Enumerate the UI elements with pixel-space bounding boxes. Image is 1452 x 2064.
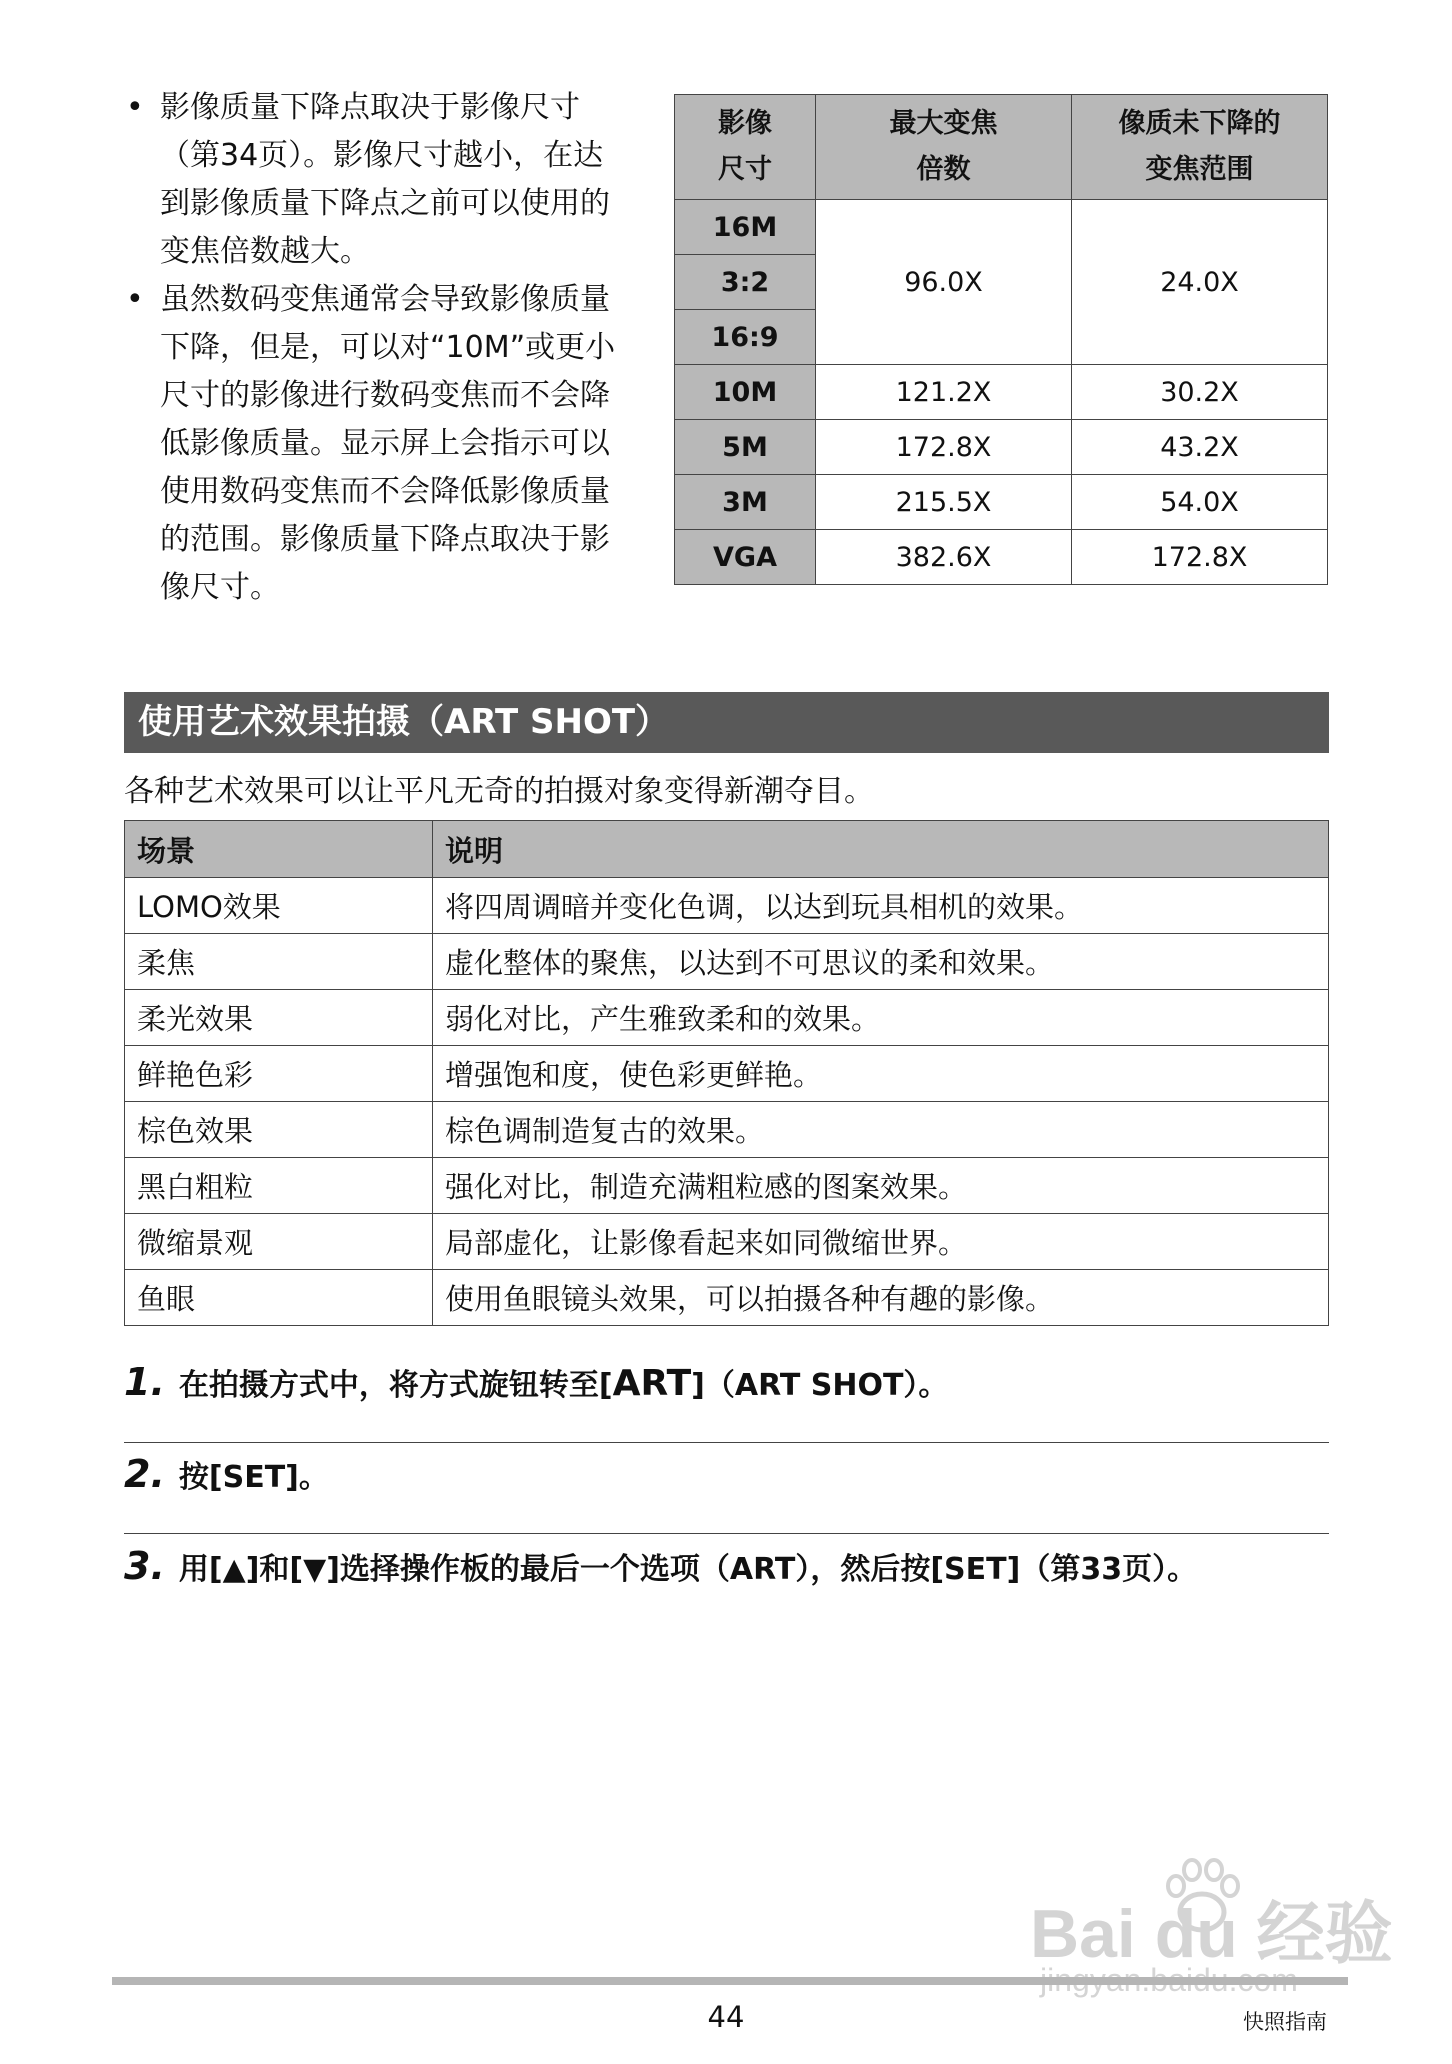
watermark-brand: Bai du 经验 bbox=[1030, 1896, 1393, 1972]
art-mode-icon: ART bbox=[612, 1363, 692, 1404]
desc-cell: 棕色调制造复古的效果。 bbox=[433, 1102, 1329, 1158]
desc-cell: 弱化对比，产生雅致柔和的效果。 bbox=[433, 990, 1329, 1046]
table-row bbox=[675, 420, 1328, 475]
table-row bbox=[675, 475, 1328, 530]
max-zoom-cell: 382.6X bbox=[816, 530, 1072, 585]
max-zoom-cell: 215.5X bbox=[816, 475, 1072, 530]
scene-cell: LOMO效果 bbox=[125, 878, 433, 934]
size-cell: 5M bbox=[675, 420, 816, 475]
table-row bbox=[125, 1270, 1329, 1326]
step-number: 3. bbox=[124, 1544, 165, 1588]
divider bbox=[124, 1442, 1329, 1443]
scene-cell: 柔光效果 bbox=[125, 990, 433, 1046]
header-max-zoom: 最大变焦 倍数 bbox=[816, 95, 1072, 200]
header-description: 说明 bbox=[433, 821, 1329, 878]
table-row bbox=[125, 1102, 1329, 1158]
step-number: 1. bbox=[124, 1360, 165, 1404]
step-1 bbox=[124, 1360, 1329, 1404]
step-text: 在拍摄方式中，将方式旋钮转至[ bbox=[178, 1368, 613, 1403]
scene-cell: 鱼眼 bbox=[125, 1270, 433, 1326]
art-effects-table bbox=[124, 820, 1329, 1326]
table-row bbox=[125, 1214, 1329, 1270]
table-row bbox=[125, 990, 1329, 1046]
zoom-range-cell: 30.2X bbox=[1072, 365, 1328, 420]
table-row bbox=[125, 1046, 1329, 1102]
table-row bbox=[675, 365, 1328, 420]
zoom-table bbox=[674, 94, 1328, 585]
desc-cell: 局部虚化，让影像看起来如同微缩世界。 bbox=[433, 1214, 1329, 1270]
max-zoom-cell: 172.8X bbox=[816, 420, 1072, 475]
size-cell: 10M bbox=[675, 365, 816, 420]
step-text: 按[SET]。 bbox=[178, 1460, 329, 1495]
guide-label: 快照指南 bbox=[1243, 2010, 1327, 2034]
page-number: 44 bbox=[707, 2000, 745, 2034]
scene-cell: 棕色效果 bbox=[125, 1102, 433, 1158]
scene-cell: 微缩景观 bbox=[125, 1214, 433, 1270]
table-row bbox=[125, 934, 1329, 990]
table-row bbox=[675, 530, 1328, 585]
step-text: ]和[ bbox=[245, 1552, 304, 1587]
desc-cell: 强化对比，制造充满粗粒感的图案效果。 bbox=[433, 1158, 1329, 1214]
step-2 bbox=[124, 1452, 1329, 1496]
down-arrow-icon: ▼ bbox=[303, 1552, 327, 1587]
section-title: 使用艺术效果拍摄（ART SHOT） bbox=[124, 692, 1329, 753]
up-arrow-icon: ▲ bbox=[222, 1552, 246, 1587]
zoom-range-cell: 54.0X bbox=[1072, 475, 1328, 530]
step-text: ]选择操作板的最后一个选项（ART），然后按[SET]（第33页）。 bbox=[326, 1552, 1198, 1587]
zoom-range-cell: 172.8X bbox=[1072, 530, 1328, 585]
size-cell: 16M bbox=[675, 200, 816, 255]
header-scene: 场景 bbox=[125, 821, 433, 878]
scene-cell: 柔焦 bbox=[125, 934, 433, 990]
step-number: 2. bbox=[124, 1452, 165, 1496]
divider bbox=[124, 1533, 1329, 1534]
section-intro: 各种艺术效果可以让平凡无奇的拍摄对象变得新潮夺目。 bbox=[124, 774, 874, 809]
size-cell: 16:9 bbox=[675, 310, 816, 365]
size-cell: 3M bbox=[675, 475, 816, 530]
step-3 bbox=[124, 1544, 1329, 1588]
bullet-list bbox=[122, 84, 632, 612]
desc-cell: 增强饱和度，使色彩更鲜艳。 bbox=[433, 1046, 1329, 1102]
header-size: 影像 尺寸 bbox=[675, 95, 816, 200]
header-zoom-range: 像质未下降的 变焦范围 bbox=[1072, 95, 1328, 200]
bullet-item: • 虽然数码变焦通常会导致影像质量下降，但是，可以对“10M”或更小尺寸的影像进行数码变焦而不会降低影像质量。显示屏上会指示可以使用数码变焦而不会降低影像质量的范围。影像质量下降点取决于影像尺寸。 bbox=[122, 276, 632, 612]
size-cell: VGA bbox=[675, 530, 816, 585]
max-zoom-cell: 96.0X bbox=[816, 200, 1072, 365]
art-table-header bbox=[125, 821, 1329, 878]
scene-cell: 黑白粗粒 bbox=[125, 1158, 433, 1214]
size-cell: 3:2 bbox=[675, 255, 816, 310]
table-row bbox=[125, 878, 1329, 934]
footer-bar bbox=[112, 1977, 1348, 1985]
table-row bbox=[125, 1158, 1329, 1214]
step-text: ]（ART SHOT）。 bbox=[691, 1368, 949, 1403]
desc-cell: 使用鱼眼镜头效果，可以拍摄各种有趣的影像。 bbox=[433, 1270, 1329, 1326]
max-zoom-cell: 121.2X bbox=[816, 365, 1072, 420]
desc-cell: 将四周调暗并变化色调，以达到玩具相机的效果。 bbox=[433, 878, 1329, 934]
zoom-range-cell: 43.2X bbox=[1072, 420, 1328, 475]
table-row bbox=[675, 200, 1328, 255]
zoom-range-cell: 24.0X bbox=[1072, 200, 1328, 365]
step-text: 用[ bbox=[178, 1552, 223, 1587]
bullet-item: • 影像质量下降点取决于影像尺寸（第34页）。影像尺寸越小，在达到影像质量下降点之前可以使用的变焦倍数越大。 bbox=[122, 84, 632, 276]
zoom-table-header bbox=[675, 95, 1328, 200]
desc-cell: 虚化整体的聚焦，以达到不可思议的柔和效果。 bbox=[433, 934, 1329, 990]
scene-cell: 鲜艳色彩 bbox=[125, 1046, 433, 1102]
